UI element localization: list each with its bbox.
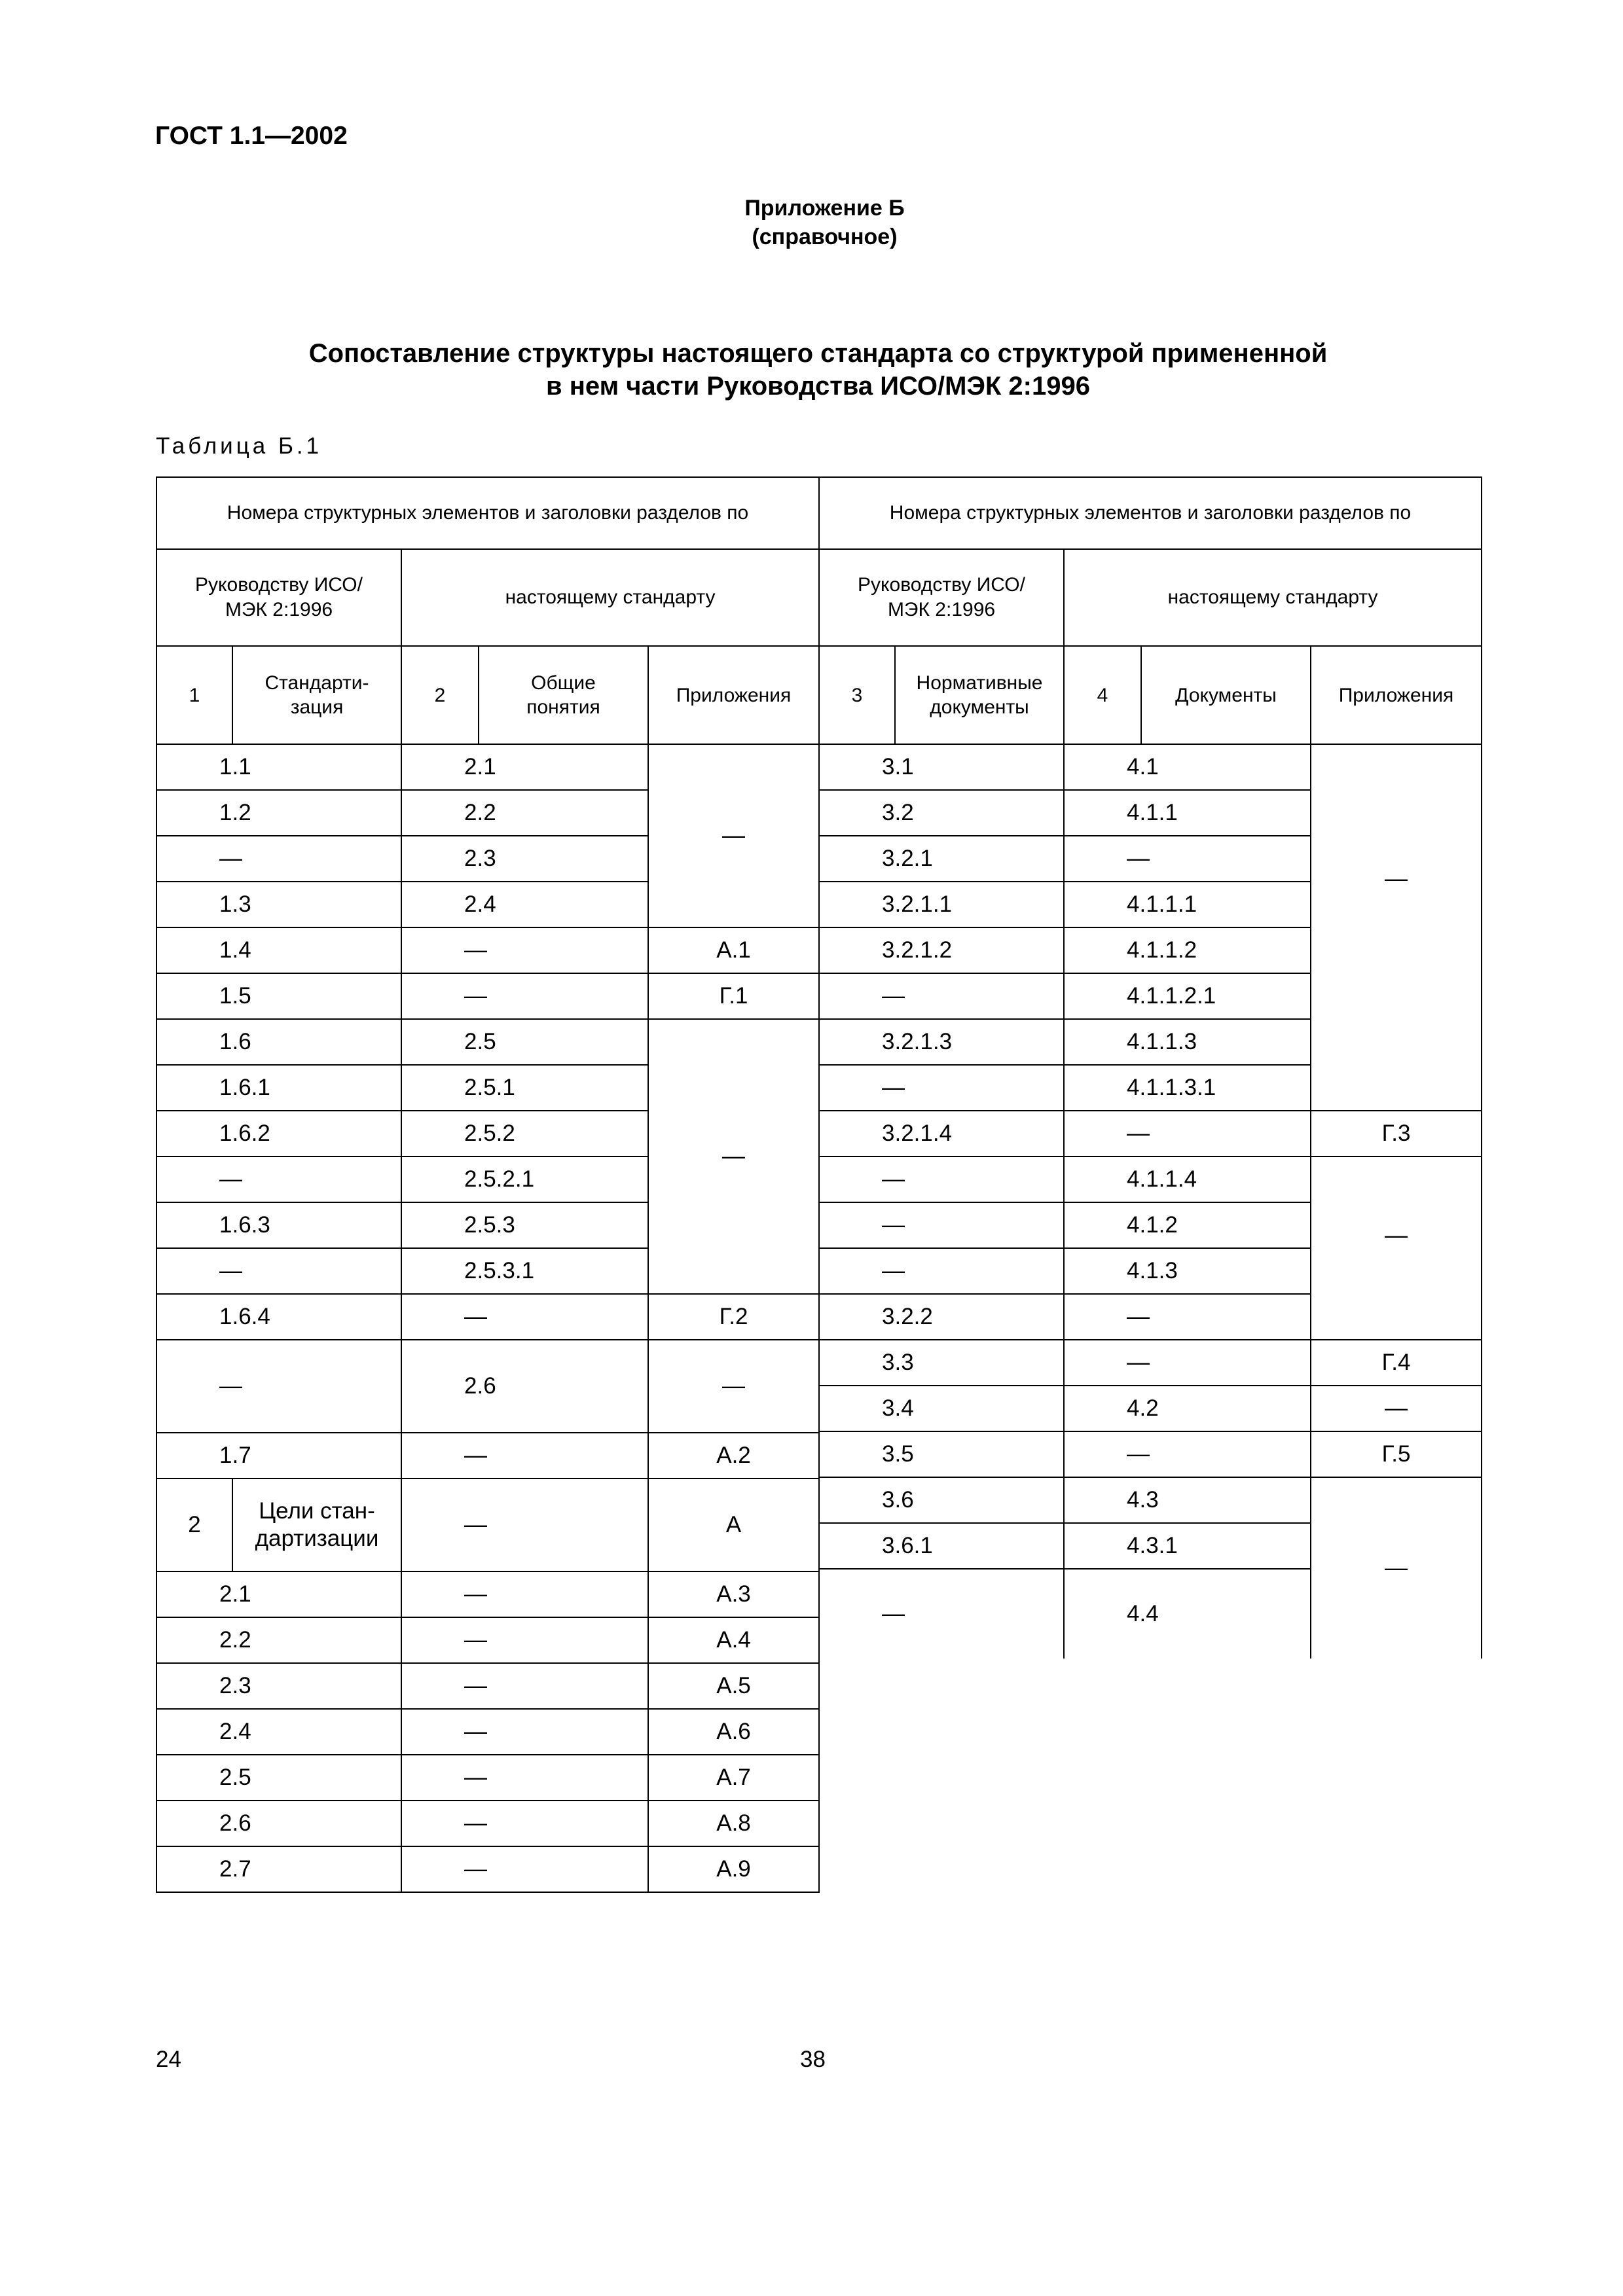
- cell-guide: 3.2.1.1: [819, 882, 1064, 927]
- appendix-type: (справочное): [752, 224, 898, 249]
- title-line-1: Сопоставление структуры настоящего стандарта со структурой примененной: [308, 339, 1328, 368]
- section-name-std: [479, 646, 648, 744]
- cell-std: —: [401, 1617, 648, 1663]
- table-row: [819, 1431, 1482, 1477]
- cell-std: 4.1.1.1: [1064, 882, 1311, 927]
- cell-std: 2.5.1: [401, 1065, 648, 1111]
- cell-std: 4.1.1.3.1: [1064, 1065, 1311, 1111]
- cell-guide: 3.1: [819, 744, 1064, 790]
- cell-std: 2.3: [401, 836, 648, 882]
- head-guide: [156, 549, 401, 646]
- cell-annex: —: [1311, 1477, 1482, 1659]
- cell-std: 4.1: [1064, 744, 1311, 790]
- cell-std: —: [401, 973, 648, 1019]
- cell-annex: —: [1311, 1157, 1482, 1340]
- cell-std: 4.1.1.4: [1064, 1157, 1311, 1202]
- table-row: [819, 1157, 1482, 1202]
- cell-annex: Г.2: [648, 1294, 819, 1340]
- table-row: [819, 1386, 1482, 1431]
- cell-std: 2.1: [401, 744, 648, 790]
- cell-annex: А: [648, 1479, 819, 1571]
- section-name-guide-text: Нормативные документы: [916, 672, 1043, 718]
- cell-guide: —: [819, 973, 1064, 1019]
- table-row: [156, 1294, 819, 1340]
- section-num-guide: 3: [819, 646, 895, 744]
- cell-annex: А.8: [648, 1801, 819, 1846]
- table-row: [156, 1801, 819, 1846]
- cell-std: 2.5.3.1: [401, 1248, 648, 1294]
- cell-guide: 3.2.2: [819, 1294, 1064, 1340]
- cell-guide: 3.3: [819, 1340, 1064, 1386]
- cell-guide: —: [819, 1065, 1064, 1111]
- section-name-std-text: Общие понятия: [526, 672, 600, 718]
- table-head-top: Номера структурных элементов и заголовки разделов по: [156, 477, 819, 549]
- cell-guide: 3.6.1: [819, 1523, 1064, 1569]
- cell-std: 2.5.2: [401, 1111, 648, 1157]
- cell-annex: А.4: [648, 1617, 819, 1663]
- cell-guide: 2.1: [156, 1571, 401, 1617]
- cell-annex: Г.4: [1311, 1340, 1482, 1386]
- cell-section-num: 2: [156, 1479, 232, 1571]
- cell-guide: 1.6: [156, 1019, 401, 1065]
- cell-std: 4.1.1.2: [1064, 927, 1311, 973]
- cell-guide: 3.2.1: [819, 836, 1064, 882]
- cell-std: —: [1064, 836, 1311, 882]
- document-title: [0, 337, 1623, 403]
- head-guide-text: Руководству ИСО/МЭК 2:1996: [195, 574, 363, 620]
- cell-annex: А.2: [648, 1433, 819, 1479]
- cell-guide: 2.6: [156, 1801, 401, 1846]
- cell-guide: 2.2: [156, 1617, 401, 1663]
- appendix-heading: [0, 194, 1623, 251]
- cell-std: —: [401, 1663, 648, 1709]
- section-num-std: 4: [1064, 646, 1141, 744]
- table-row: [156, 1019, 819, 1065]
- cell-guide: 2.5: [156, 1755, 401, 1801]
- cell-std: —: [401, 1801, 648, 1846]
- table-row: [156, 1340, 819, 1433]
- cell-std: 4.3.1: [1064, 1523, 1311, 1569]
- cell-std: 4.4: [1064, 1569, 1311, 1659]
- table-row: [156, 744, 819, 790]
- cell-section-name: [232, 1479, 401, 1571]
- cell-std: —: [401, 1571, 648, 1617]
- head-standard: настоящему стандарту: [1064, 549, 1482, 646]
- cell-guide: 1.6.1: [156, 1065, 401, 1111]
- cell-guide: 2.4: [156, 1709, 401, 1755]
- table-row: [156, 1479, 819, 1571]
- cell-guide: —: [156, 1248, 401, 1294]
- cell-annex: Г.3: [1311, 1111, 1482, 1157]
- cell-std: —: [401, 1755, 648, 1801]
- comparison-table-left: [156, 476, 820, 1893]
- cell-annex: Г.5: [1311, 1431, 1482, 1477]
- table-label: Таблица Б.1: [156, 433, 323, 459]
- table-row: [156, 973, 819, 1019]
- cell-std: —: [401, 1294, 648, 1340]
- cell-guide: 3.5: [819, 1431, 1064, 1477]
- cell-std: 2.5.2.1: [401, 1157, 648, 1202]
- cell-std: 4.1.3: [1064, 1248, 1311, 1294]
- title-line-2: в нем части Руководства ИСО/МЭК 2:1996: [546, 372, 1090, 401]
- cell-std: —: [1064, 1294, 1311, 1340]
- section-num-guide: 1: [156, 646, 232, 744]
- cell-guide: 1.6.3: [156, 1202, 401, 1248]
- cell-annex: —: [648, 1019, 819, 1294]
- section-name-guide-text: Стандарти-зация: [264, 672, 369, 718]
- cell-guide: —: [819, 1157, 1064, 1202]
- cell-std: —: [401, 1846, 648, 1892]
- cell-annex: —: [1311, 1386, 1482, 1431]
- cell-guide: 2.7: [156, 1846, 401, 1892]
- cell-annex: —: [1311, 744, 1482, 1111]
- cell-std: 2.5.3: [401, 1202, 648, 1248]
- cell-std: —: [1064, 1340, 1311, 1386]
- cell-guide: —: [156, 836, 401, 882]
- table-row: [819, 1477, 1482, 1523]
- section-name-guide: [895, 646, 1064, 744]
- table-row: [819, 1340, 1482, 1386]
- cell-guide: 3.6: [819, 1477, 1064, 1523]
- cell-guide: 1.6.2: [156, 1111, 401, 1157]
- table-row: [156, 1663, 819, 1709]
- section-name-std: Документы: [1141, 646, 1311, 744]
- head-guide: [819, 549, 1064, 646]
- cell-annex: Г.1: [648, 973, 819, 1019]
- cell-std: 4.1.1.3: [1064, 1019, 1311, 1065]
- cell-guide: —: [156, 1157, 401, 1202]
- table-row: [156, 1846, 819, 1892]
- page-number-center: 38: [800, 2047, 826, 2072]
- cell-guide: 1.2: [156, 790, 401, 836]
- cell-guide: 3.2: [819, 790, 1064, 836]
- cell-std: 2.6: [401, 1340, 648, 1433]
- cell-guide: —: [156, 1340, 401, 1433]
- table-row: [156, 927, 819, 973]
- cell-guide: 3.2.1.3: [819, 1019, 1064, 1065]
- cell-guide: 2.3: [156, 1663, 401, 1709]
- cell-std: 4.1.1.2.1: [1064, 973, 1311, 1019]
- table-head-top: Номера структурных элементов и заголовки разделов по: [819, 477, 1482, 549]
- section-num-std: 2: [401, 646, 479, 744]
- cell-annex: А.5: [648, 1663, 819, 1709]
- cell-std: —: [1064, 1431, 1311, 1477]
- cell-std: —: [1064, 1111, 1311, 1157]
- cell-std: 4.1.1: [1064, 790, 1311, 836]
- cell-std: —: [401, 1433, 648, 1479]
- cell-std: —: [401, 927, 648, 973]
- cell-std: 2.4: [401, 882, 648, 927]
- table-row: [156, 1709, 819, 1755]
- cell-annex: А.6: [648, 1709, 819, 1755]
- cell-section-name-text: Цели стан-дартизации: [255, 1498, 379, 1551]
- table-row: [819, 744, 1482, 790]
- cell-guide: 3.2.1.2: [819, 927, 1064, 973]
- comparison-table-right: [818, 476, 1482, 1659]
- cell-std: 4.2: [1064, 1386, 1311, 1431]
- cell-std: 4.3: [1064, 1477, 1311, 1523]
- cell-annex: А.7: [648, 1755, 819, 1801]
- section-annex: Приложения: [648, 646, 819, 744]
- section-name-guide: [232, 646, 401, 744]
- cell-std: —: [401, 1709, 648, 1755]
- head-standard: настоящему стандарту: [401, 549, 819, 646]
- cell-guide: 1.3: [156, 882, 401, 927]
- cell-guide: 1.5: [156, 973, 401, 1019]
- cell-guide: 1.1: [156, 744, 401, 790]
- cell-guide: 1.4: [156, 927, 401, 973]
- cell-annex: А.3: [648, 1571, 819, 1617]
- cell-guide: 3.2.1.4: [819, 1111, 1064, 1157]
- cell-std: —: [401, 1479, 648, 1571]
- cell-guide: 3.4: [819, 1386, 1064, 1431]
- table-row: [156, 1433, 819, 1479]
- cell-std: 4.1.2: [1064, 1202, 1311, 1248]
- table-row: [156, 1571, 819, 1617]
- cell-guide: 1.7: [156, 1433, 401, 1479]
- table-row: [156, 1755, 819, 1801]
- document-header: ГОСТ 1.1—2002: [155, 122, 348, 150]
- table-row: [819, 1111, 1482, 1157]
- section-annex: Приложения: [1311, 646, 1482, 744]
- cell-annex: —: [648, 744, 819, 927]
- cell-annex: А.1: [648, 927, 819, 973]
- cell-annex: —: [648, 1340, 819, 1433]
- cell-guide: 1.6.4: [156, 1294, 401, 1340]
- cell-guide: —: [819, 1202, 1064, 1248]
- cell-std: 2.2: [401, 790, 648, 836]
- appendix-title: Приложение Б: [744, 196, 905, 221]
- cell-annex: А.9: [648, 1846, 819, 1892]
- cell-std: 2.5: [401, 1019, 648, 1065]
- cell-guide: —: [819, 1248, 1064, 1294]
- head-guide-text: Руководству ИСО/МЭК 2:1996: [858, 574, 1025, 620]
- page-number-left: 24: [156, 2047, 181, 2072]
- table-row: [156, 1617, 819, 1663]
- cell-guide: —: [819, 1569, 1064, 1659]
